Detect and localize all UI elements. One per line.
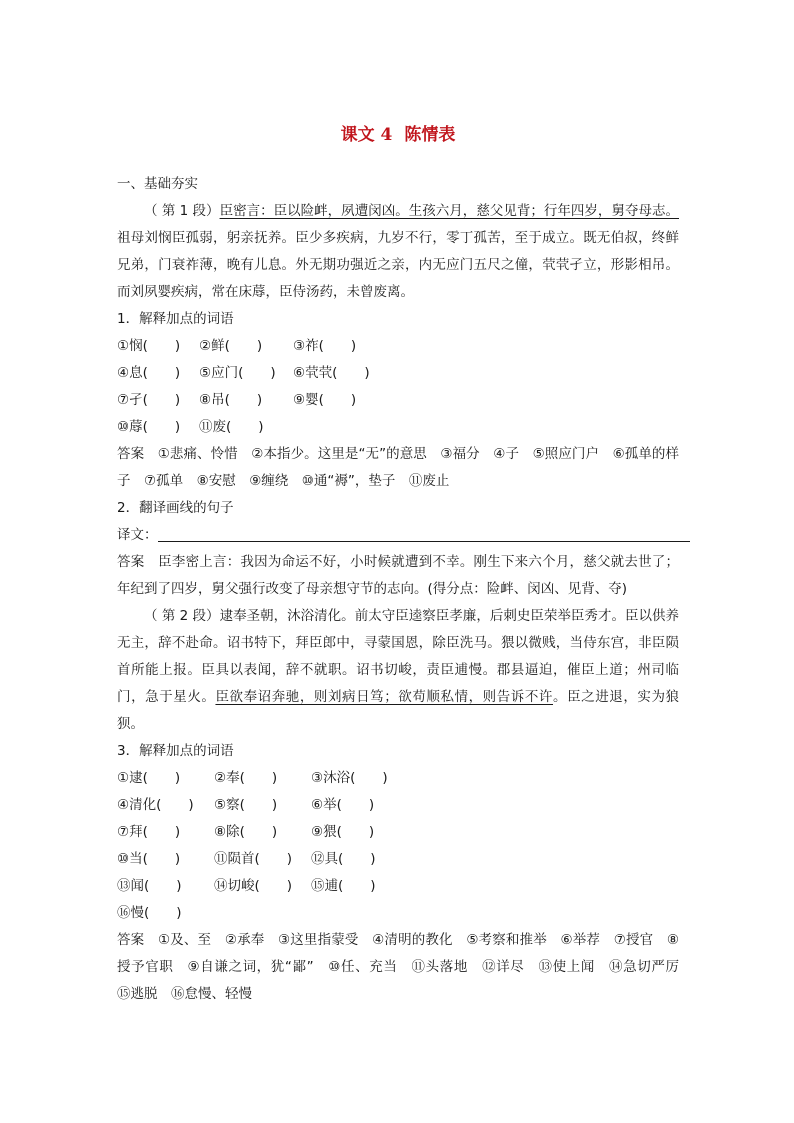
word-item: ⑯慢( ) <box>117 905 182 921</box>
translation-line <box>117 522 679 549</box>
question-3-row <box>117 792 679 819</box>
document-page <box>117 120 693 1008</box>
answer-text: ①及、至 ②承奉 ③这里指蒙受 ④清明的教化 ⑤考察和推举 ⑥举荐 ⑦授官 ⑧授予官职 ⑨自谦之词，犹“鄙” ⑩任、充当 ⑪头落地 ⑫详尽 ⑬使上闻 ⑭急切严厉 ⑮逃脱 ⑯怠慢、轻慢 <box>117 932 693 1002</box>
word-item: ⑪陨首( ) <box>214 851 293 867</box>
question-3-row <box>117 765 679 792</box>
lesson-title: 陈情表 <box>404 125 456 145</box>
paragraph-2-marker: （ 第 2 段） <box>144 608 220 624</box>
word-item: ⑪废( ) <box>199 419 264 435</box>
question-2-answer <box>117 549 679 603</box>
question-1-items <box>117 333 679 441</box>
question-3-items <box>117 765 679 927</box>
lesson-number: 课文 4 <box>340 125 393 145</box>
question-1-row <box>117 414 679 441</box>
question-2-heading: 2．翻译画线的句子 <box>117 500 234 516</box>
section-heading: 一、基础夯实 <box>117 176 198 192</box>
underlined-sentence-1: 臣密言：臣以险衅，夙遭闵凶。生孩六月，慈父见背；行年四岁，舅夺母志。 <box>219 203 679 219</box>
answer-label: 答案 <box>117 932 145 948</box>
word-item: ⑥茕茕( ) <box>293 365 370 381</box>
question-3-row <box>117 846 679 873</box>
word-item: ⑩蓐( ) <box>117 419 181 435</box>
answer-label: 答案 <box>117 554 145 570</box>
paragraph-1-text: 祖母刘悯臣孤弱，躬亲抚养。臣少多疾病，九岁不行，零丁孤苦，至于成立。既无伯叔，终鲜兄弟，门衰祚薄，晚有儿息。外无期功强近之亲，内无应门五尺之僮，茕茕孑立，形影相吊。而刘夙婴疾病，常在床蓐，臣侍汤药，未曾废离。 <box>117 230 679 300</box>
question-1-row <box>117 360 679 387</box>
word-item: ⑦孑( ) <box>117 392 181 408</box>
word-item: ④清化( ) <box>117 797 194 813</box>
question-1-answer <box>117 441 679 495</box>
word-item: ⑭切峻( ) <box>214 878 293 894</box>
translation-blank[interactable] <box>158 527 690 542</box>
word-item: ①悯( ) <box>117 338 181 354</box>
word-item: ⑩当( ) <box>117 851 181 867</box>
word-item: ③祚( ) <box>293 338 357 354</box>
word-item: ③沐浴( ) <box>311 770 388 786</box>
question-3-row <box>117 900 679 927</box>
question-1-heading: 1．解释加点的词语 <box>117 311 234 327</box>
underlined-sentence-2: 臣欲奉诏奔驰，则刘病日笃；欲苟顺私情，则告诉不许 <box>215 689 553 705</box>
document-title <box>117 120 679 145</box>
passage-paragraph-1 <box>117 198 679 306</box>
paragraph-1-marker: （ 第 1 段） <box>144 203 220 219</box>
passage-paragraph-2 <box>117 603 679 738</box>
question-3-heading: 3．解释加点的词语 <box>117 743 234 759</box>
paragraph-2-text: 逮奉圣朝，沐浴清化。前太守臣逵察臣孝廉，后刺史臣荣举臣秀才。臣以供养无主，辞不赴命。诏书特下，拜臣郎中，寻蒙国恩，除臣洗马。猥以微贱，当侍东宫，非臣陨首所能上报。臣具以表闻，辞不就职。诏书切峻，责臣逋慢。郡县逼迫，催臣上道；州司临门，急于星火。 <box>117 608 679 705</box>
word-item: ②鲜( ) <box>199 338 263 354</box>
word-item: ⑨婴( ) <box>293 392 357 408</box>
word-item: ①逮( ) <box>117 770 181 786</box>
word-item: ⑮逋( ) <box>311 878 376 894</box>
word-item: ⑦拜( ) <box>117 824 181 840</box>
question-3-row <box>117 819 679 846</box>
question-1-row <box>117 333 679 360</box>
answer-text: ①悲痛、怜惜 ②本指少。这里是“无”的意思 ③福分 ④子 ⑤照应门户 ⑥孤单的样子 ⑦孤单 ⑧安慰 ⑨缠绕 ⑩通“褥”，垫子 ⑪废止 <box>117 446 680 489</box>
answer-label: 答案 <box>117 446 145 462</box>
paragraph-2-tail: 。臣之进退，实为狼狈。 <box>117 689 680 732</box>
word-item: ⑫具( ) <box>311 851 376 867</box>
word-item: ⑬闻( ) <box>117 878 182 894</box>
word-item: ⑤应门( ) <box>199 365 276 381</box>
translation-prompt: 译文： <box>117 527 158 543</box>
word-item: ⑨猥( ) <box>311 824 375 840</box>
question-1-row <box>117 387 679 414</box>
word-item: ②奉( ) <box>214 770 278 786</box>
word-item: ⑧吊( ) <box>199 392 263 408</box>
question-3-row <box>117 873 679 900</box>
word-item: ⑤察( ) <box>214 797 278 813</box>
word-item: ⑥举( ) <box>311 797 375 813</box>
word-item: ④息( ) <box>117 365 181 381</box>
question-3-answer <box>117 927 693 1008</box>
word-item: ⑧除( ) <box>214 824 278 840</box>
answer-text: 臣李密上言：我因为命运不好，小时候就遭到不幸。刚生下来六个月，慈父就去世了；年纪到了四岁，舅父强行改变了母亲想守节的志向。(得分点：险衅、闵凶、见背、夺) <box>117 554 680 597</box>
